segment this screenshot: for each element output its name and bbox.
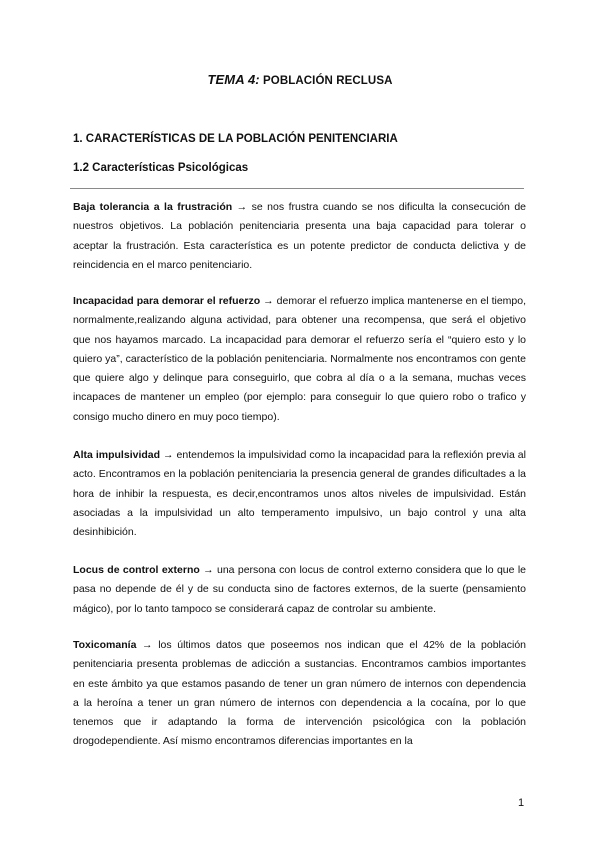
paragraph-body: → se nos frustra cuando se nos dificulta la consecución de nuestros objetivos. La población penitenciaria presenta una baja capacidad para tolerar o aceptar la frustración. Esta característica es un potente predictor de conducta delictiva y de reincidencia en el marco penitenciario. — [73, 201, 526, 271]
horizontal-divider — [70, 188, 524, 189]
paragraph-body: → una persona con locus de control externo considera que lo que le pasa no depende de él y de su conducta sino de factores externos, de la suerte (pensamiento mágico), por lo tanto tampoco se considerará capaz de controlar su ambiente. — [73, 564, 526, 615]
paragraph-body: → demorar el refuerzo implica mantenerse en el tiempo, normalmente,realizando alguna actividad, para obtener una recompensa, que será el objetivo que nos hayamos marcado. La incapacidad para demorar el refuerzo sería el “quiero esto y lo quiero ya”, característico de la población penitenciaria. Normalmente nos encontramos con gente que quiere algo y delinque para conseguirlo, que cobra al día o a la semana, muchas veces incapaces de mantener un empleo (por ejemplo: para conseguir lo que quiero robo o trafico y consigo mucho dinero en muy poco tiempo). — [73, 295, 526, 423]
paragraph-locus-control — [73, 561, 526, 619]
subsection-heading: 1.2 Características Psicológicas — [73, 162, 249, 174]
title-text: POBLACIÓN RECLUSA — [263, 75, 393, 87]
paragraph-term: Incapacidad para demorar el refuerzo — [73, 295, 261, 307]
paragraph-baja-tolerancia — [73, 198, 526, 275]
paragraph-toxicomania — [73, 636, 526, 752]
paragraph-body: → los últimos datos que poseemos nos indican que el 42% de la población penitenciaria presenta problemas de adicción a sustancias. Encontramos cambios importantes en este ámbito ya que estamos pasando de tener un gran número de internos con dependencia a la heroína a tener un gran número de internos con dependencia a la cocaína, por lo que tenemos que ir adaptando la forma de intervención psicológica con la población drogodependiente. Así mismo encontramos diferencias importantes en la — [73, 639, 526, 748]
section-heading: 1. CARACTERÍSTICAS DE LA POBLACIÓN PENITENCIARIA — [73, 133, 398, 145]
paragraph-body: → entendemos la impulsividad como la incapacidad para la reflexión previa al acto. Encontramos en la población penitenciaria la presencia general de grandes dificultades a la hora de inhibir la respuesta, es decir,encontramos unos altos niveles de impulsividad. Están asociadas a la impulsividad un alto temperamento impulsivo, un bajo control y una alta desinhibición. — [73, 449, 526, 539]
paragraph-term: Baja tolerancia a la frustración — [73, 201, 233, 213]
paragraph-term: Alta impulsividad — [73, 449, 161, 461]
paragraph-term: Locus de control externo — [73, 564, 200, 576]
title-tema: TEMA 4: — [207, 72, 260, 87]
paragraph-alta-impulsividad — [73, 446, 526, 542]
paragraph-term: Toxicomanía — [73, 639, 137, 651]
page-number: 1 — [518, 797, 525, 809]
paragraph-incapacidad-demorar — [73, 292, 526, 427]
document-title — [0, 72, 600, 87]
